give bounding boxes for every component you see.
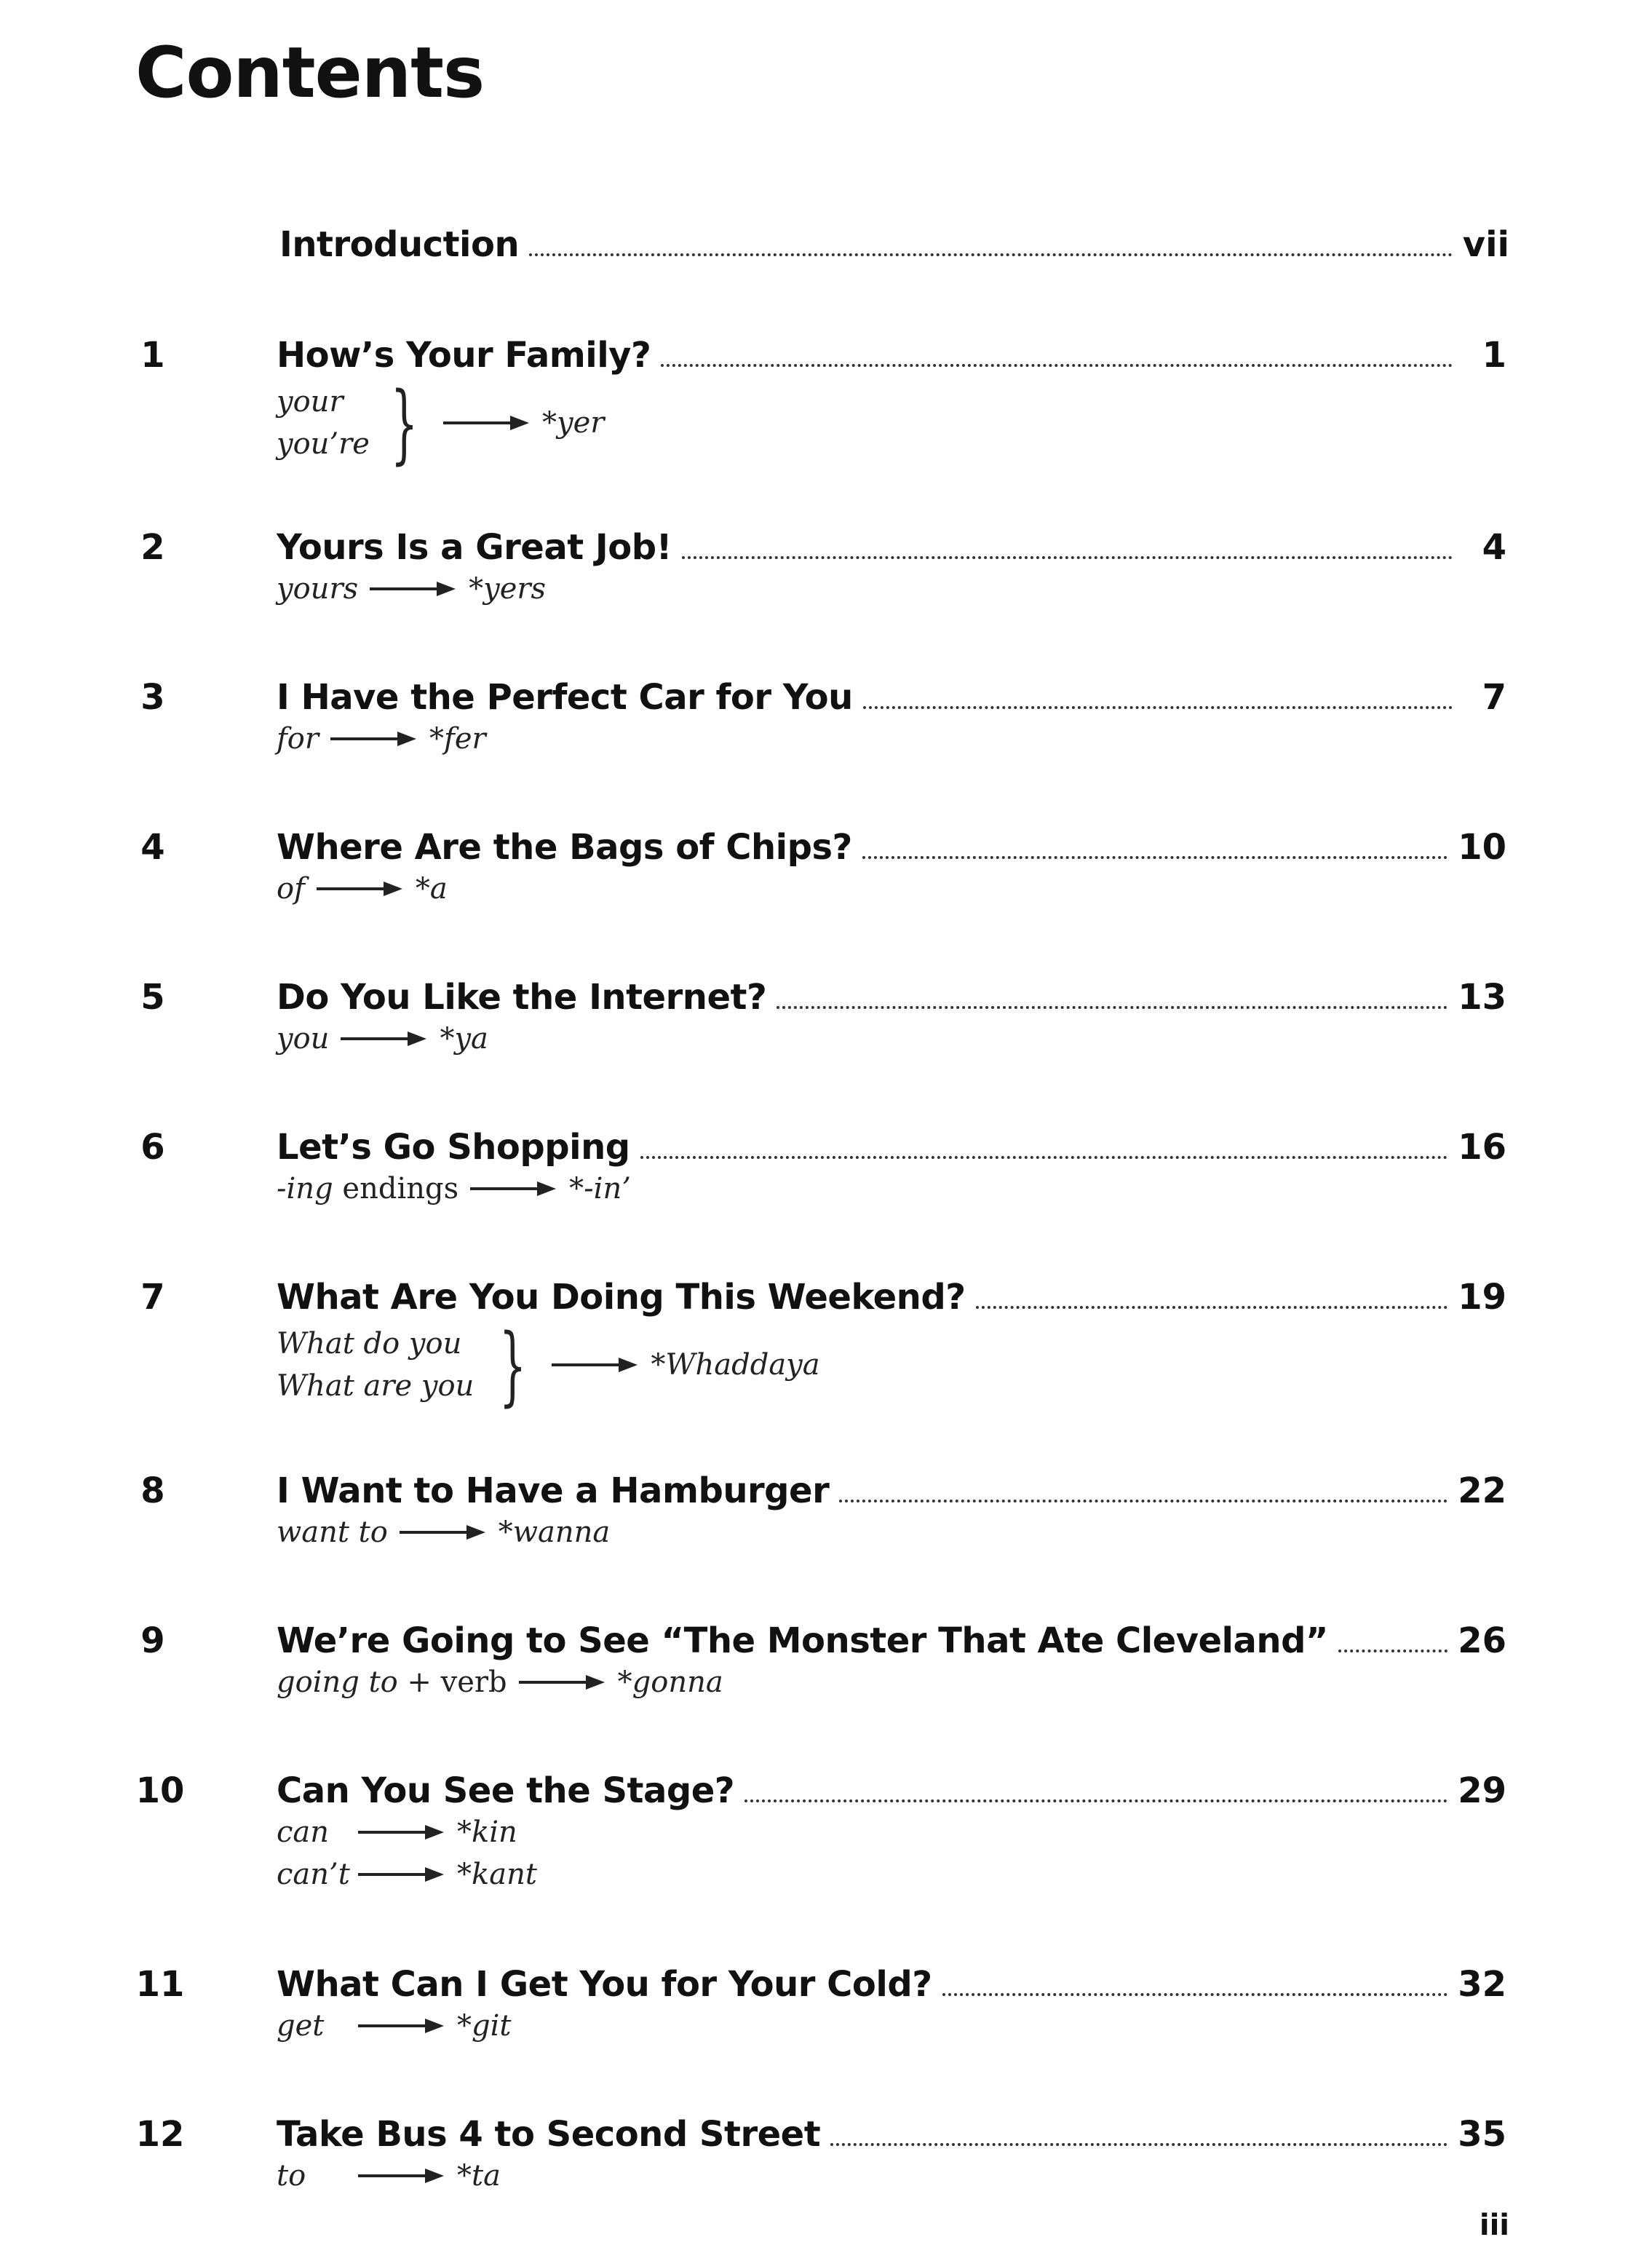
reduced-form: *yer (542, 406, 605, 440)
dot-leader (862, 856, 1448, 859)
right-arrow-icon (552, 1358, 638, 1372)
toc-title-line (277, 333, 1506, 377)
chapter-number: 9 (140, 1620, 165, 1661)
chapter-title: Can You See the Stage? (277, 1770, 735, 1811)
reduced-form: *wanna (498, 1516, 611, 1549)
dot-leader (863, 706, 1453, 709)
dot-leader (640, 1156, 1448, 1159)
chapter-title: I Have the Perfect Car for You (277, 677, 853, 718)
toc-page-number: vii (1462, 224, 1509, 265)
full-form: want to (277, 1516, 388, 1549)
brace-group (277, 373, 605, 473)
toc-title-line (277, 1619, 1506, 1663)
chapter-number: 4 (140, 827, 165, 868)
reduction-note (277, 1661, 723, 1703)
dot-leader (942, 1993, 1448, 1996)
full-form: you’re (277, 427, 370, 461)
chapter-title: What Are You Doing This Weekend? (277, 1277, 966, 1318)
full-form: can (277, 1815, 330, 1849)
chapter-number: 8 (140, 1470, 165, 1511)
toc-entry-title: Introduction (279, 224, 520, 265)
dot-leader (682, 556, 1453, 559)
reduction-note (277, 1018, 488, 1060)
right-brace-icon: } (390, 373, 418, 473)
page-title: Contents (135, 32, 485, 114)
chapter-title: Let’s Go Shopping (277, 1127, 630, 1168)
reduction-note (277, 373, 605, 473)
chapter-number: 1 (140, 335, 165, 376)
toc-page-number: 35 (1458, 2114, 1506, 2155)
right-arrow-icon (443, 416, 529, 430)
toc-page-number: 7 (1482, 677, 1506, 718)
toc-page-number: 19 (1458, 1277, 1506, 1318)
brace-words (277, 381, 370, 465)
reduced-form: *fer (429, 722, 486, 756)
toc-title-line (277, 1963, 1506, 2006)
reduced-form: *a (415, 872, 448, 906)
toc-page-number: 1 (1482, 335, 1506, 376)
dot-leader (529, 253, 1453, 256)
toc-title-line (277, 526, 1506, 569)
chapter-number: 10 (135, 1770, 185, 1811)
toc-page-number: 29 (1458, 1770, 1506, 1811)
toc-page-number: 26 (1458, 1620, 1506, 1661)
chapter-number: 2 (140, 527, 165, 568)
dot-leader (839, 1500, 1448, 1502)
dot-leader (744, 1799, 1448, 1802)
reduced-form: *ta (457, 2159, 501, 2193)
toc-title-line (277, 975, 1506, 1019)
toc-page-number: 32 (1458, 1964, 1506, 2005)
full-form: yours (277, 572, 359, 606)
full-form: -ing (277, 1172, 333, 1205)
right-brace-icon: } (499, 1315, 527, 1415)
toc-title-line (277, 1469, 1506, 1513)
right-arrow-icon (358, 2169, 444, 2183)
reduction-note (277, 1315, 820, 1415)
chapter-number: 6 (140, 1127, 165, 1168)
right-arrow-icon (400, 1525, 485, 1540)
reduced-form: *kant (457, 1858, 537, 1891)
chapter-title: Do You Like the Internet? (277, 977, 767, 1018)
chapter-title: How’s Your Family? (277, 335, 651, 376)
toc-page-number: 4 (1482, 527, 1506, 568)
full-form-suffix: endings (333, 1172, 459, 1205)
right-arrow-icon (370, 582, 456, 596)
chapter-number: 11 (135, 1964, 185, 2005)
reduced-form: *git (457, 2009, 512, 2043)
chapter-number: 7 (140, 1277, 165, 1318)
chapter-title: What Can I Get You for Your Cold? (277, 1964, 932, 2005)
full-form: can’t (277, 1858, 350, 1891)
toc-title-line (277, 676, 1506, 719)
full-form: your (277, 385, 343, 419)
reduced-form: *ya (440, 1022, 488, 1056)
full-form: What do you (277, 1327, 462, 1361)
full-form: going to (277, 1666, 398, 1699)
chapter-title: We’re Going to See “The Monster That Ate Cleveland” (277, 1620, 1328, 1661)
chapter-number: 5 (140, 977, 165, 1018)
toc-title-line (277, 1769, 1506, 1813)
full-form-suffix: + verb (397, 1666, 507, 1699)
full-form: of (277, 872, 305, 906)
reduction-note (277, 1168, 631, 1210)
reduced-form: *Whaddaya (651, 1348, 820, 1382)
reduction-note (277, 2005, 511, 2047)
reduced-form: *gonna (617, 1666, 723, 1699)
toc-title-line (277, 1125, 1506, 1169)
toc-page-number: 13 (1458, 977, 1506, 1018)
reduction-note (277, 718, 486, 760)
chapter-number: 12 (135, 2114, 185, 2155)
right-arrow-icon (317, 882, 402, 896)
right-arrow-icon (358, 1825, 444, 1840)
chapter-title: Yours Is a Great Job! (277, 527, 672, 568)
brace-group (277, 1315, 820, 1415)
reduction-note (277, 2155, 501, 2197)
right-arrow-icon (358, 2019, 444, 2033)
reduction-note (277, 1511, 610, 1553)
full-form: you (277, 1022, 330, 1056)
full-form: get (277, 2009, 325, 2043)
chapter-title: I Want to Have a Hamburger (277, 1470, 830, 1511)
reduced-form: *-in’ (569, 1172, 631, 1205)
dot-leader (777, 1006, 1448, 1009)
full-form: for (277, 722, 319, 756)
right-arrow-icon (470, 1181, 556, 1196)
toc-title-line (277, 825, 1506, 869)
page-number: iii (1479, 2209, 1509, 2242)
dot-leader (1338, 1650, 1448, 1652)
toc-page-number: 16 (1458, 1127, 1506, 1168)
reduced-form: *kin (457, 1815, 517, 1849)
reduction-note (277, 868, 448, 910)
right-arrow-icon (519, 1675, 605, 1690)
right-arrow-icon (330, 732, 416, 746)
full-form: to (277, 2159, 306, 2193)
toc-page-number: 22 (1458, 1470, 1506, 1511)
full-form: What are you (277, 1369, 474, 1403)
toc-title-line (277, 1275, 1506, 1319)
brace-words (277, 1323, 474, 1407)
dot-leader (830, 2143, 1448, 2146)
chapter-number: 3 (140, 677, 165, 718)
reduced-form: *yers (469, 572, 547, 606)
toc-title-line (279, 223, 1509, 266)
chapter-title: Take Bus 4 to Second Street (277, 2114, 821, 2155)
right-arrow-icon (341, 1031, 426, 1046)
dot-leader (661, 364, 1453, 367)
right-arrow-icon (358, 1867, 444, 1882)
reduction-note (277, 568, 546, 610)
chapter-title: Where Are the Bags of Chips? (277, 827, 852, 868)
toc-page-number: 10 (1458, 827, 1506, 868)
dot-leader (976, 1306, 1448, 1309)
toc-title-line (277, 2112, 1506, 2156)
reduction-note (277, 1811, 537, 1896)
